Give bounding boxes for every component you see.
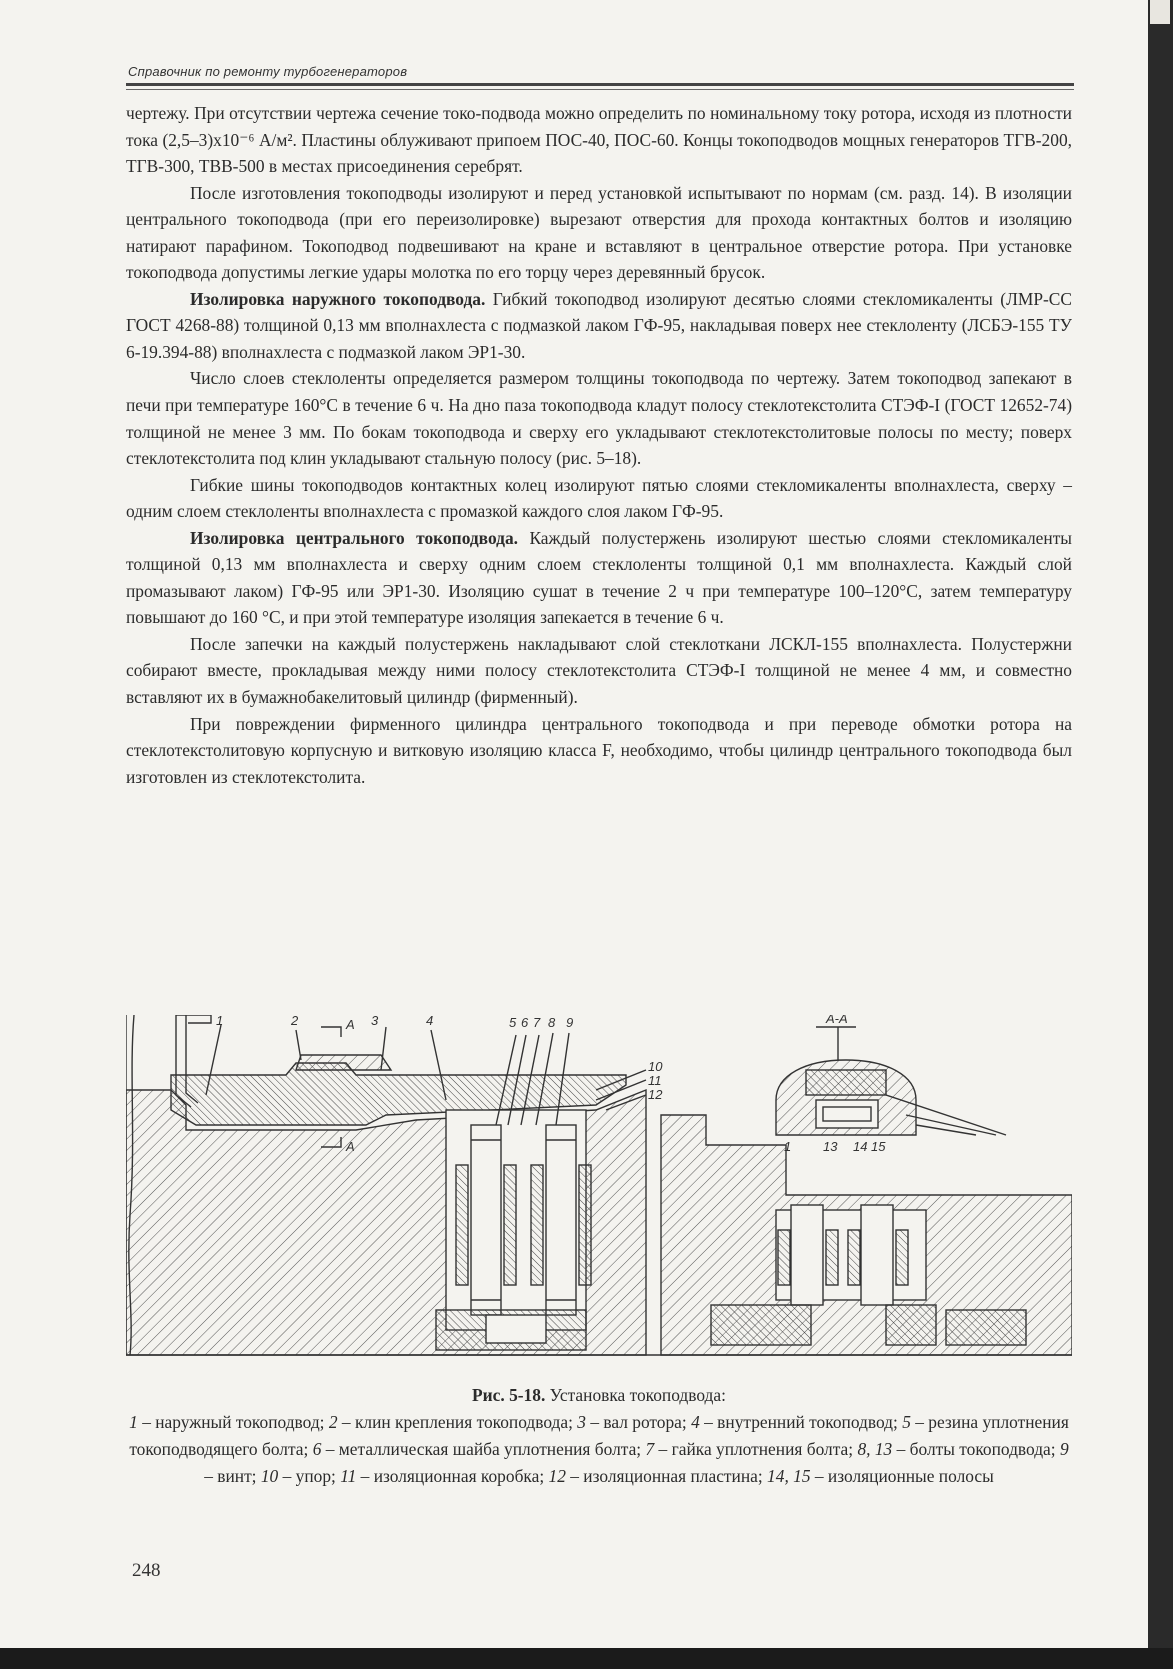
legend-text: – наружный токоподвод; — [137, 1412, 329, 1432]
legend-text: – винт; — [204, 1466, 261, 1486]
paragraph: После изготовления токоподводы изолируют и перед установкой испытывают по нормам (см. разд. 14). В изоляции центрального токоподвода (при его переизолировке) вырезают отверстия для прохода контактных болтов и изоляцию натирают парафином. Токоподвод подвешивают на кране и вставляют в центральное отверстие ротора. При установке токоподвода допустимы легкие удары молотка по его торцу через деревянный брусок. — [126, 182, 1072, 283]
paragraph — [126, 525, 1072, 631]
scan-border — [0, 1648, 1173, 1669]
paragraph: При повреждении фирменного цилиндра центрального токоподвода и при переводе обмотки ротора на стеклотекстолитовую корпусную и витковую изоляцию класса F, необходимо, чтобы цилиндр центрального токоподвода был изготовлен из стеклотекстолита. — [126, 713, 1072, 787]
figure-label: 6 — [521, 1015, 529, 1030]
book-edge-top — [1150, 0, 1170, 24]
figure-label: А — [346, 1017, 355, 1032]
figure-label: А — [346, 1139, 355, 1154]
legend-number: 7 — [645, 1439, 655, 1459]
figure-label: 10 — [648, 1059, 663, 1074]
caption-subtitle: Установка токоподвода: — [545, 1385, 726, 1405]
figure-caption — [126, 1382, 1072, 1490]
legend-text: – изоляционные полосы — [810, 1466, 994, 1486]
figure-label: 12 — [648, 1087, 663, 1102]
figure-label: 13 — [823, 1139, 838, 1154]
legend-number: 9 — [1059, 1439, 1069, 1459]
paragraph: Число слоев стеклоленты определяется размером толщины токоподвода по чертежу. Затем токоподвод запекают в печи при температуре 160°С в течение 6 ч. На дно паза токоподвода кладут полосу стеклотекстолита СТЭФ-I (ГОСТ 12652-74) толщиной не менее 3 мм. По бокам токоподвода и сверху его укладывают стеклотекстолитовые полосы по месту; поверх стеклотекстолита под клин укладывают стальную полосу (рис. 5–18). — [126, 368, 1072, 469]
paragraph-body: Каждый полустержень изолируют шестью слоями стекломикаленты толщиной 0,13 мм вполнахлеста и сверху одним слоем стеклоленты толщиной 0,1 мм вполнахлеста. Каждый слой промазывают лаком) ГФ-95 или ЭР1-30. Изоляцию сушат в течение 2 ч при температуре 100–120°С, затем температуру повышают до 160 °С, и при этой температуре изоляция запекается в течение 6 ч. — [126, 527, 1072, 628]
caption-legend — [126, 1409, 1072, 1490]
figure-label: 9 — [566, 1015, 574, 1030]
legend-number: 4 — [691, 1412, 700, 1432]
figure-label: 2 — [291, 1015, 299, 1028]
header-rule-thin — [126, 89, 1074, 90]
legend-number: 8, 13 — [857, 1439, 893, 1459]
legend-text: – внутренний токоподвод; — [699, 1412, 903, 1432]
figure-label: 7 — [533, 1015, 541, 1030]
running-title: Справочник по ремонту турбогенераторов — [128, 64, 408, 79]
paragraph — [126, 286, 1072, 366]
paragraph: После запечки на каждый полустержень накладывают слой стеклоткани ЛСКЛ-155 вполнахлеста. Полустержни собирают вместе, прокладывая между ними полосу стеклотекстолита СТЭФ-I толщиной не менее 4 мм, и совместно вставляют их в бумажнобакелитовый цилиндр (фирменный). — [126, 633, 1072, 708]
legend-number: 1 — [129, 1412, 138, 1432]
figure-label: 14 — [853, 1139, 868, 1154]
paragraph: Гибкие шины токоподводов контактных колец изолируют пятью слоями стекломикаленты вполнахлеста, сверху – одним слоем стеклоленты вполнахлеста с промазкой каждого слоя лаком ГФ-95. — [126, 474, 1072, 522]
figure-label: 1 — [784, 1139, 792, 1154]
figure-label: 15 — [871, 1139, 886, 1154]
figure-label: 1 — [216, 1015, 224, 1028]
paragraph-lead: Изолировка наружного токоподвода. — [190, 288, 486, 309]
page-number: 248 — [132, 1560, 161, 1581]
legend-number: 12 — [548, 1466, 566, 1486]
figure-label: 3 — [371, 1015, 379, 1028]
section-label: А-А — [826, 1015, 848, 1026]
legend-text: – упор; — [278, 1466, 341, 1486]
paragraph: чертежу. При отсутствии чертежа сечение токо-подвода можно определить по номинальному току ротора, исходя из плотности тока (2,5–3)х10⁻⁶ А/м². Пластины облуживают припоем ПОС-40, ПОС-60. Концы токоподводов мощных генераторов ТГВ-200, ТГВ-300, ТВВ-500 в местах присоединения серебрят. — [126, 103, 1072, 177]
figure-label: 8 — [548, 1015, 556, 1030]
header-rule — [126, 83, 1074, 86]
caption-title: Рис. 5-18. — [472, 1385, 546, 1405]
legend-number: 10 — [260, 1466, 279, 1486]
figure-drawing — [126, 1015, 1072, 1371]
legend-number: 6 — [312, 1439, 322, 1459]
legend-number: 11 — [340, 1466, 357, 1486]
paragraph-lead: Изолировка центрального токоподвода. — [190, 527, 518, 548]
paragraph-body: Гибкий токоподвод изолируют десятью слоями стекломикаленты (ЛМР-СС ГОСТ 4268-88) толщиной 0,13 мм вполнахлеста с подмазкой лаком ГФ-95, накладывая поверх нее стеклоленту (ЛСБЭ-155 ТУ 6-19.394-88) вполнахлеста с подмазкой лаком ЭР1-30. — [126, 288, 1072, 362]
legend-number: 14, 15 — [767, 1466, 811, 1486]
legend-number: 3 — [577, 1412, 586, 1432]
legend-text: – вал ротора; — [585, 1412, 692, 1432]
legend-text: – изоляционная коробка; — [356, 1466, 549, 1486]
figure-label: 5 — [509, 1015, 517, 1030]
book-edge — [1148, 0, 1173, 1669]
legend-text: – изоляционная пластина; — [565, 1466, 768, 1486]
legend-number: 2 — [328, 1412, 338, 1432]
legend-text: – резина уплотнения токоподводящего болта; — [129, 1412, 1069, 1459]
body-text — [126, 100, 1072, 790]
figure-label: 11 — [648, 1073, 662, 1088]
legend-text: – металлическая шайба уплотнения болта; — [321, 1439, 646, 1459]
legend-text: – болты токоподвода; — [892, 1439, 1060, 1459]
legend-number: 5 — [902, 1412, 911, 1432]
figure-label: 4 — [426, 1015, 434, 1028]
legend-text: – гайка уплотнения болта; — [654, 1439, 858, 1459]
legend-text: – клин крепления токоподвода; — [337, 1412, 578, 1432]
caption-title-line — [126, 1382, 1072, 1409]
